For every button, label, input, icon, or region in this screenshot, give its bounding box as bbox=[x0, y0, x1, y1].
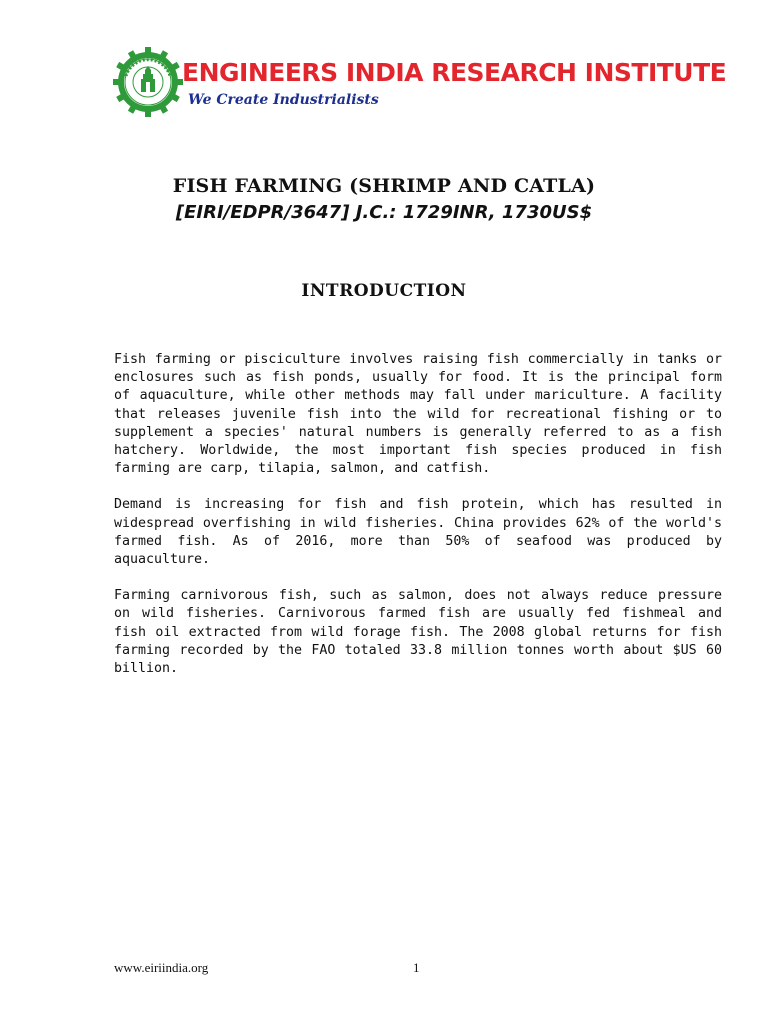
paragraph: Farming carnivorous fish, such as salmon, does not always reduce pressure on wild fisheries. Carnivorous farmed fish are usually fed fishmeal and fish oil extracted from wild forage fish. The 2008 global returns for fish farming recorded by the FAO totaled 33.8 million tonnes worth about $US 60 billion. bbox=[114, 588, 722, 677]
body-text bbox=[114, 351, 722, 696]
section-heading: INTRODUCTION bbox=[301, 281, 467, 301]
paragraph: Demand is increasing for fish and fish protein, which has resulted in widespread overfishing in wild fisheries. China provides 62% of the world's farmed fish. As of 2016, more than 50% of seafood was produced by aquaculture. bbox=[114, 497, 722, 568]
eiri-gear-seal-logo-icon bbox=[112, 46, 184, 118]
footer-website-link[interactable]: www.eiriindia.org bbox=[114, 960, 209, 975]
document-title: FISH FARMING (SHRIMP AND CATLA) bbox=[172, 175, 596, 197]
tagline: We Create Industrialists bbox=[188, 92, 379, 108]
document-subtitle: [EIRI/EDPR/3647] J.C.: 1729INR, 1730US$ bbox=[175, 202, 593, 223]
paragraph: Fish farming or pisciculture involves raising fish commercially in tanks or enclosures such as fish ponds, usually for food. It is the principal form of aquaculture, while other methods may fall under mariculture. A facility that releases juvenile fish into the wild for recreational fishing or to supplement a species' natural numbers is generally referred to as a fish hatchery. Worldwide, the most important fish species produced in fish farming are carp, tilapia, salmon, and catfish. bbox=[114, 352, 722, 477]
page-number: 1 bbox=[413, 960, 420, 975]
letterhead bbox=[112, 40, 727, 120]
org-name-logo-text: ENGINEERS INDIA RESEARCH INSTITUTE bbox=[182, 58, 727, 87]
